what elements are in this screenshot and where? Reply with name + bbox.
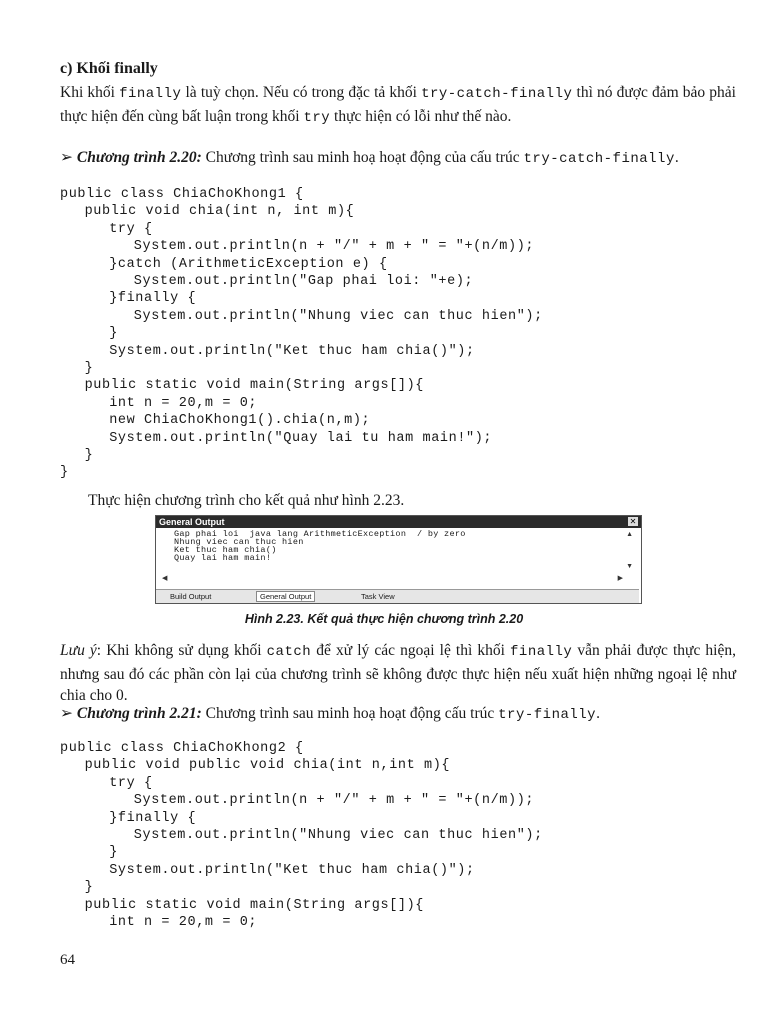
- note-text: : Khi không sử dụng khối: [96, 642, 267, 659]
- code-line: System.out.println("Gap phai loi: "+e);: [133, 274, 474, 289]
- note-text: để xử lý các ngoại lệ thì khối: [311, 642, 511, 659]
- result-text: Thực hiện chương trình cho kết quả như hình 2.23.: [88, 492, 405, 509]
- program-description: Chương trình sau minh hoạ hoạt động của cấu trúc: [201, 149, 524, 166]
- tab-general-output[interactable]: General Output: [256, 591, 315, 602]
- page-number: 64: [60, 952, 75, 968]
- tab-task-view[interactable]: Task View: [361, 592, 395, 601]
- code-line: }: [109, 326, 118, 342]
- code-line: System.out.println("Nhung viec can thuc hien");: [133, 308, 543, 324]
- console-output[interactable]: [156, 528, 639, 586]
- figure-caption: Hình 2.23. Kết quả thực hiện chương trình 2.20: [244, 612, 524, 626]
- keyword-structure: try-finally: [498, 707, 597, 723]
- console-line: Ket thuc ham chia(): [174, 545, 277, 555]
- code-line: }finally {: [109, 291, 197, 307]
- program-2-21-intro: [60, 703, 736, 727]
- code-line: try {: [109, 775, 153, 791]
- note-paragraph: [60, 640, 736, 707]
- console-window: [155, 515, 642, 604]
- tab-build-output[interactable]: Build Output: [170, 592, 212, 601]
- period: .: [674, 149, 679, 166]
- console-line: Gap phai loi java lang ArithmeticException / by zero: [174, 529, 466, 539]
- intro-text: là tuỳ chọn. Nếu có trong đặc tả khối: [181, 84, 422, 101]
- code-line: try {: [109, 221, 153, 237]
- code-line: int n = 20,m = 0;: [109, 915, 258, 930]
- console-line: Quay lai ham main!: [174, 553, 272, 563]
- note-label: Lưu ý: [60, 642, 97, 659]
- console-titlebar: [156, 516, 641, 528]
- bullet-arrow-icon: ➢: [60, 705, 73, 722]
- console-tabs: [156, 589, 639, 603]
- code-line: public static void main(String args[]){: [84, 378, 425, 394]
- code-line: int n = 20,m = 0;: [109, 395, 258, 411]
- note-text: vẫn phải được thực hiện, nhưng sau đó các phần còn lại của chương trình sẽ không được thực hiện nếu xuất hiện những ngoại lệ như chia cho 0.: [60, 642, 736, 704]
- scroll-left-icon[interactable]: ◀: [162, 574, 168, 582]
- code-line: }: [60, 465, 69, 481]
- section-heading: c) Khối finally: [60, 60, 158, 77]
- code-line: }: [84, 448, 94, 463]
- code-line: System.out.println("Quay lai tu ham main!");: [109, 430, 493, 446]
- console-title: General Output: [159, 517, 225, 527]
- code-line: public void public void chia(int n,int m){: [84, 758, 451, 774]
- code-line: System.out.println(n + "/" + m + " = "+(n/m));: [133, 793, 535, 809]
- code-line: System.out.println(n + "/" + m + " = "+(n/m));: [133, 239, 535, 255]
- keyword-finally: finally: [119, 86, 182, 102]
- keyword-structure: try-catch-finally: [523, 151, 675, 167]
- code-line: System.out.println("Ket thuc ham chia()");: [109, 862, 475, 878]
- code-line: public static void main(String args[]){: [84, 897, 425, 913]
- code-line: }: [84, 880, 94, 896]
- code-line: }catch (ArithmeticException e) {: [109, 256, 388, 272]
- bullet-arrow-icon: ➢: [60, 149, 73, 166]
- code-line: public class ChiaChoKhong2 {: [60, 741, 304, 756]
- intro-text: thực hiện có lỗi như thế nào.: [330, 107, 512, 125]
- scroll-right-icon[interactable]: ▶: [617, 574, 623, 582]
- intro-text: thì nó được đảm bảo phải thực hiện đến cùng bất luận trong khối: [60, 84, 736, 125]
- keyword-finally: finally: [510, 644, 573, 660]
- console-line: Nhung viec can thuc hien: [174, 537, 304, 547]
- code-line: }: [84, 361, 94, 376]
- code-line: }: [109, 845, 118, 861]
- code-line: public void chia(int n, int m){: [84, 204, 355, 220]
- scroll-down-icon[interactable]: ▼: [626, 562, 633, 570]
- code-line: }finally {: [109, 810, 197, 826]
- intro-text: Khi khối: [60, 84, 120, 101]
- code-line: public class ChiaChoKhong1 {: [60, 187, 304, 202]
- intro-paragraph: [60, 82, 736, 129]
- keyword-catch: catch: [266, 644, 312, 660]
- program-description: Chương trình sau minh hoạ hoạt động cấu trúc: [201, 705, 499, 722]
- scroll-up-icon[interactable]: ▲: [626, 530, 633, 538]
- program-label: Chương trình 2.21:: [76, 705, 202, 722]
- program-label: Chương trình 2.20:: [76, 149, 202, 166]
- code-line: new ChiaChoKhong1().chia(n,m);: [109, 413, 371, 429]
- period: .: [596, 705, 600, 722]
- keyword-try-catch-finally: try-catch-finally: [421, 86, 573, 102]
- code-line: System.out.println("Ket thuc ham chia()");: [109, 343, 475, 359]
- code-line: System.out.println("Nhung viec can thuc hien");: [133, 828, 543, 843]
- close-icon[interactable]: ✕: [629, 517, 637, 526]
- program-2-20-intro: [60, 147, 736, 171]
- keyword-try: try: [303, 109, 331, 126]
